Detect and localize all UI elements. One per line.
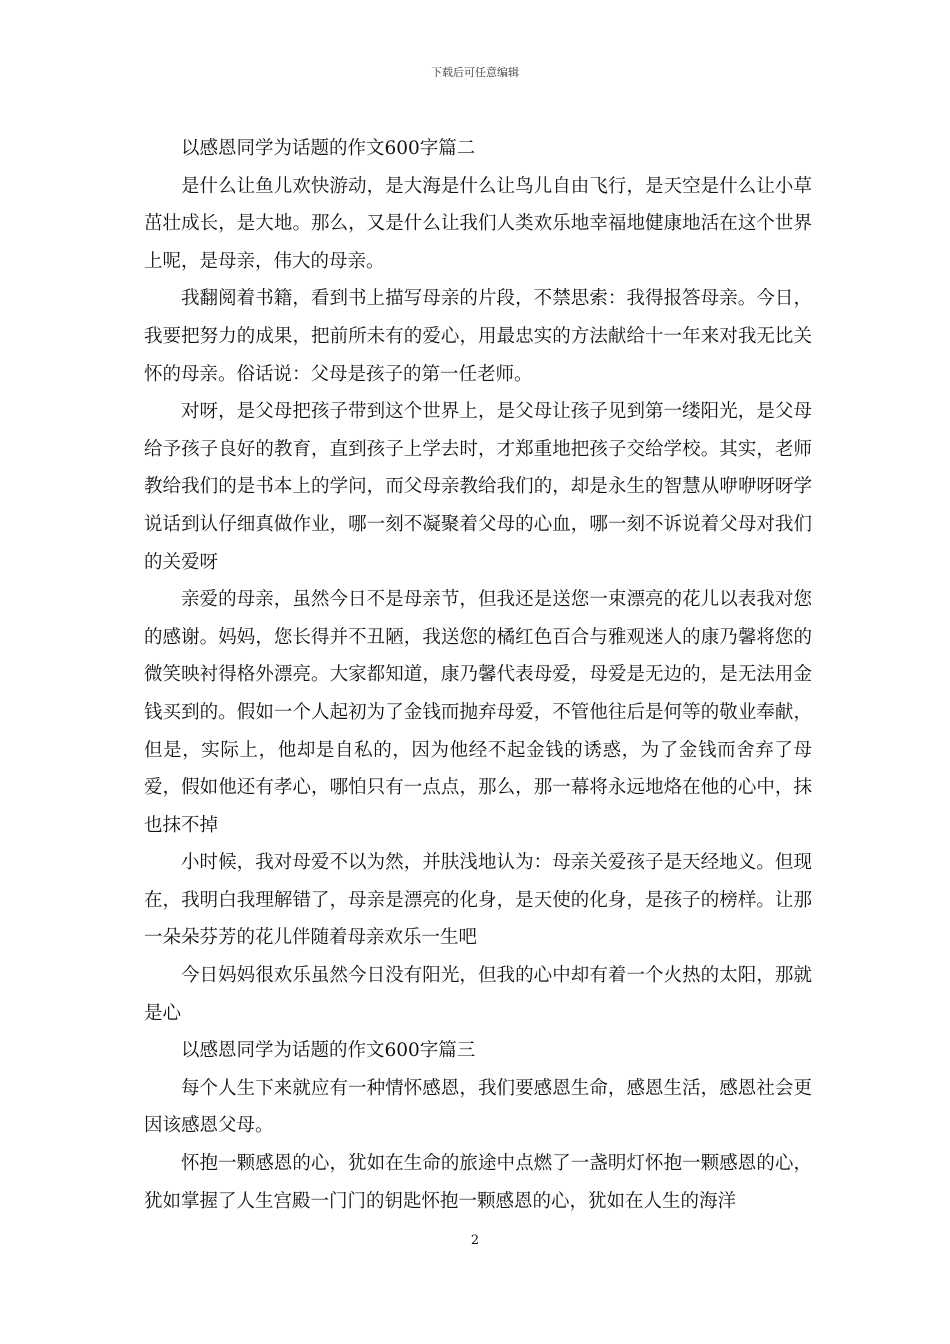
section-heading-3: 以感恩同学为话题的作文600字篇三 xyxy=(181,1040,476,1062)
document-body xyxy=(144,130,812,1220)
paragraph: 小时候，我对母爱不以为然，并肤浅地认为：母亲关爱孩子是天经地义。但现在，我明白我理解错了，母亲是漂亮的化身，是天使的化身，是孩子的榜样。让那一朵朵芬芳的花儿伴随着母亲欢乐一生吧 xyxy=(144,852,812,949)
section-heading-2: 以感恩同学为话题的作文600字篇二 xyxy=(181,138,476,159)
paragraph: 是什么让鱼儿欢快游动，是大海是什么让鸟儿自由飞行，是天空是什么让小草茁壮成长，是大地。那么，又是什么让我们人类欢乐地幸福地健康地活在这个世界上呢，是母亲，伟大的母亲。 xyxy=(144,175,812,272)
paragraph: 亲爱的母亲，虽然今日不是母亲节，但我还是送您一束漂亮的花儿以表我对您的感谢。妈妈，您长得并不丑陋，我送您的橘红色百合与雅观迷人的康乃馨将您的微笑映衬得格外漂亮。大家都知道，康乃馨代表母爱，母爱是无边的，是无法用金钱买到的。假如一个人起初为了金钱而抛弃母爱，不管他往后是何等的敬业奉献，但是，实际上，他却是自私的，因为他经不起金钱的诱惑，为了金钱而舍弃了母爱，假如他还有孝心，哪怕只有一点点，那么，那一幕将永远地烙在他的心中，抹也抹不掉 xyxy=(144,589,812,836)
page-number: 2 xyxy=(470,1233,480,1248)
header-note: 下载后可任意编辑 xyxy=(431,66,519,79)
paragraph: 我翻阅着书籍，看到书上描写母亲的片段，不禁思索：我得报答母亲。今日，我要把努力的成果，把前所未有的爱心，用最忠实的方法献给十一年来对我无比关怀的母亲。俗话说：父母是孩子的第一任老师。 xyxy=(144,288,812,385)
paragraph: 每个人生下来就应有一种情怀感恩，我们要感恩生命，感恩生活，感恩社会更因该感恩父母。 xyxy=(144,1077,812,1137)
paragraph: 对呀，是父母把孩子带到这个世界上，是父母让孩子见到第一缕阳光，是父母给予孩子良好的教育，直到孩子上学去时，才郑重地把孩子交给学校。其实，老师教给我们的是书本上的学问，而父母亲教给我们的，却是永生的智慧从咿咿呀呀学说话到认仔细真做作业，哪一刻不凝聚着父母的心血，哪一刻不诉说着父母对我们的关爱呀 xyxy=(144,401,812,573)
paragraph: 怀抱一颗感恩的心，犹如在生命的旅途中点燃了一盏明灯怀抱一颗感恩的心，犹如掌握了人生宫殿一门门的钥匙怀抱一颗感恩的心，犹如在人生的海洋 xyxy=(144,1153,812,1212)
paragraph: 今日妈妈很欢乐虽然今日没有阳光，但我的心中却有着一个火热的太阳，那就是心 xyxy=(144,965,812,1024)
